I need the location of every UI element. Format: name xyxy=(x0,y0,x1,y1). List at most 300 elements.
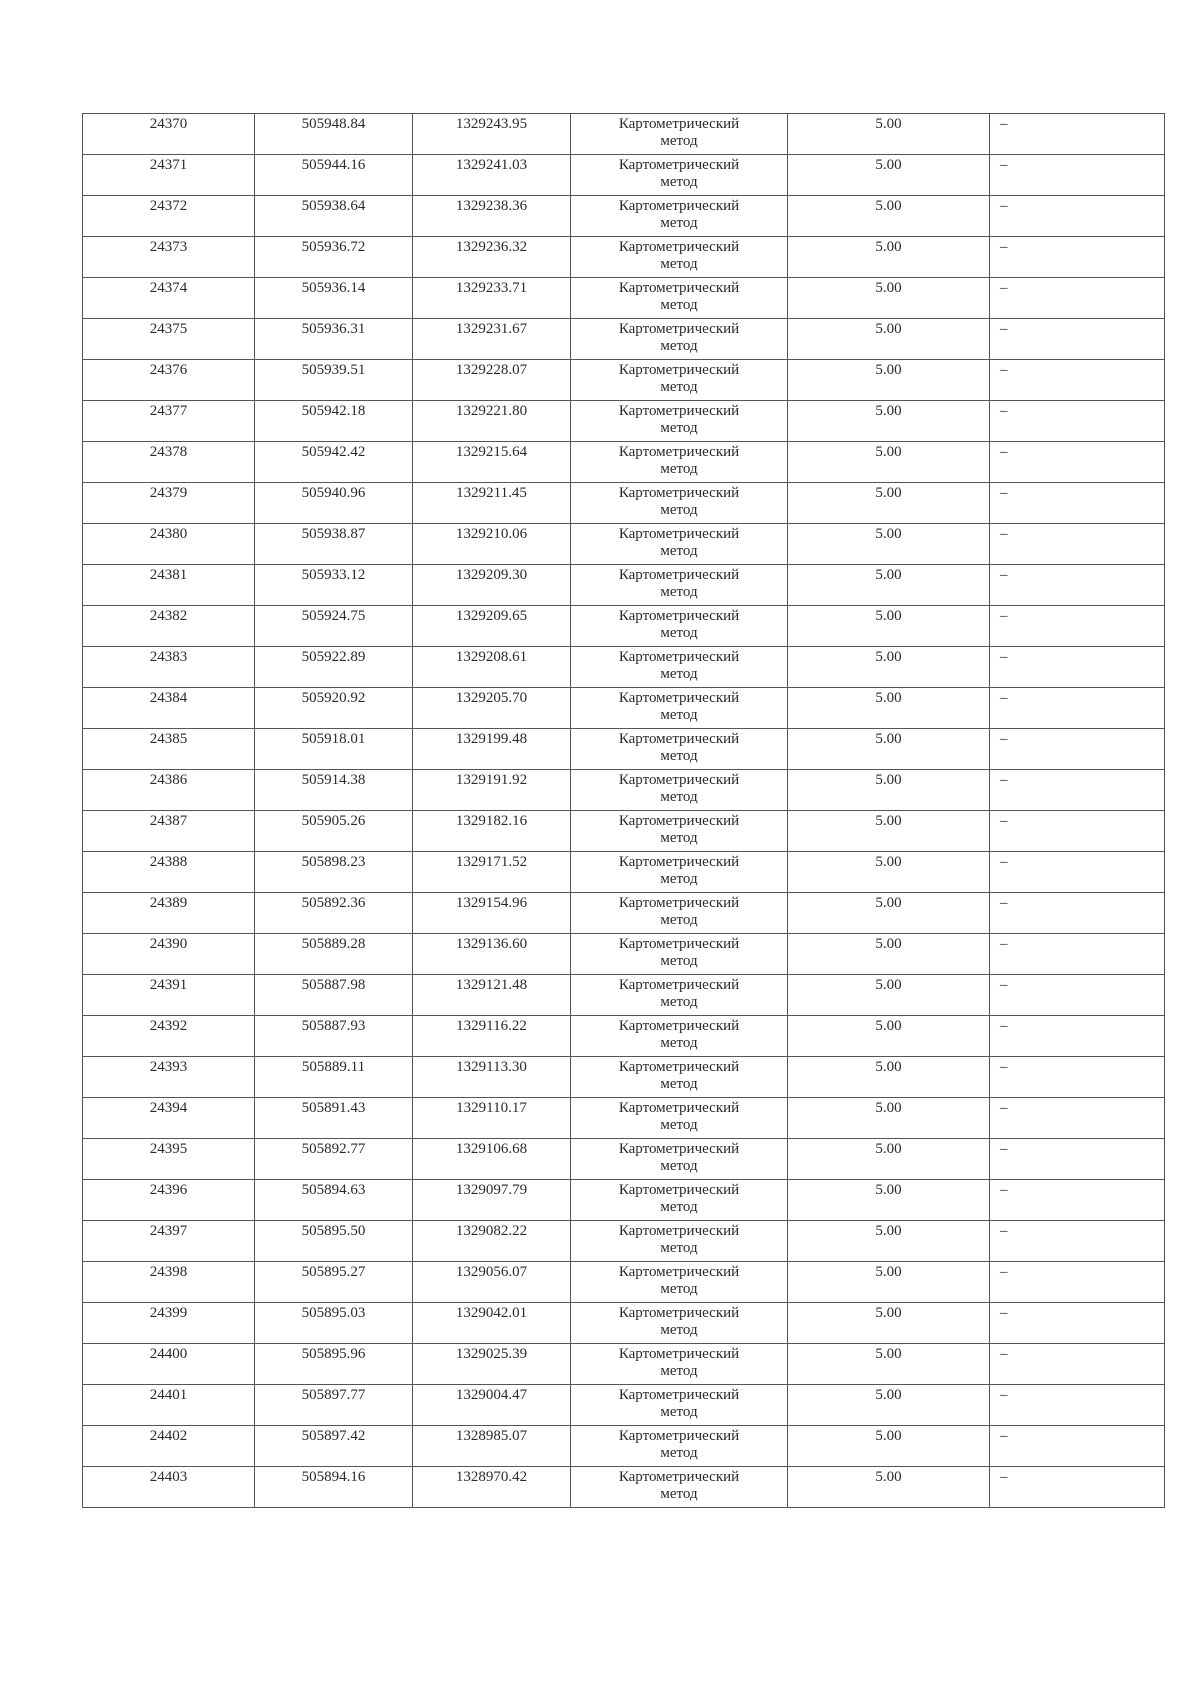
accuracy-cell xyxy=(788,278,990,319)
point-number: 24402 xyxy=(149,1428,188,1444)
method-text-line1: Картометрический xyxy=(618,1469,740,1485)
note-value: – xyxy=(1000,731,1008,747)
point-number: 24389 xyxy=(149,895,188,911)
y-coordinate: 1329243.95 xyxy=(455,116,528,132)
note-cell xyxy=(990,975,1165,1016)
table-row xyxy=(83,319,1165,360)
note-cell xyxy=(990,483,1165,524)
method-cell xyxy=(571,1426,788,1467)
y-coordinate-cell xyxy=(413,1303,571,1344)
note-value: – xyxy=(1000,1346,1008,1362)
accuracy-cell xyxy=(788,852,990,893)
note-value: – xyxy=(1000,1141,1008,1157)
x-coordinate: 505891.43 xyxy=(301,1100,366,1116)
note-cell xyxy=(990,1467,1165,1508)
point-number-cell xyxy=(83,606,255,647)
method-text-line1: Картометрический xyxy=(618,895,740,911)
table-row xyxy=(83,237,1165,278)
note-cell xyxy=(990,524,1165,565)
method-text-line1: Картометрический xyxy=(618,977,740,993)
point-number: 24398 xyxy=(149,1264,188,1280)
method-cell xyxy=(571,1057,788,1098)
method-cell xyxy=(571,483,788,524)
y-coordinate-cell xyxy=(413,1344,571,1385)
x-coordinate: 505905.26 xyxy=(301,813,366,829)
method-text-line2: метод xyxy=(660,1322,698,1338)
y-coordinate: 1329215.64 xyxy=(455,444,528,460)
y-coordinate: 1329106.68 xyxy=(455,1141,528,1157)
accuracy-value: 5.00 xyxy=(875,936,902,952)
point-number-cell xyxy=(83,114,255,155)
y-coordinate-cell xyxy=(413,647,571,688)
point-number: 24400 xyxy=(149,1346,188,1362)
point-number-cell xyxy=(83,1016,255,1057)
accuracy-cell xyxy=(788,647,990,688)
y-coordinate: 1329082.22 xyxy=(455,1223,528,1239)
method-text-line2: метод xyxy=(660,297,698,313)
y-coordinate: 1329205.70 xyxy=(455,690,528,706)
method-text-line2: метод xyxy=(660,625,698,641)
y-coordinate: 1328970.42 xyxy=(455,1469,528,1485)
accuracy-cell xyxy=(788,1262,990,1303)
point-number: 24388 xyxy=(149,854,188,870)
method-text-line1: Картометрический xyxy=(618,526,740,542)
y-coordinate-cell xyxy=(413,1180,571,1221)
method-cell xyxy=(571,319,788,360)
note-cell xyxy=(990,770,1165,811)
y-coordinate-cell xyxy=(413,893,571,934)
accuracy-value: 5.00 xyxy=(875,813,902,829)
accuracy-cell xyxy=(788,1139,990,1180)
method-cell xyxy=(571,1016,788,1057)
point-number-cell xyxy=(83,1057,255,1098)
x-coordinate: 505920.92 xyxy=(301,690,366,706)
accuracy-cell xyxy=(788,319,990,360)
point-number: 24395 xyxy=(149,1141,188,1157)
y-coordinate: 1329238.36 xyxy=(455,198,528,214)
accuracy-value: 5.00 xyxy=(875,157,902,173)
y-coordinate-cell xyxy=(413,1016,571,1057)
accuracy-cell xyxy=(788,483,990,524)
accuracy-value: 5.00 xyxy=(875,854,902,870)
method-text-line2: метод xyxy=(660,1199,698,1215)
point-number: 24371 xyxy=(149,157,188,173)
x-coordinate-cell xyxy=(255,1303,413,1344)
point-number: 24377 xyxy=(149,403,188,419)
accuracy-cell xyxy=(788,524,990,565)
point-number-cell xyxy=(83,1344,255,1385)
x-coordinate-cell xyxy=(255,483,413,524)
accuracy-cell xyxy=(788,237,990,278)
note-cell xyxy=(990,278,1165,319)
x-coordinate: 505938.87 xyxy=(301,526,366,542)
x-coordinate-cell xyxy=(255,606,413,647)
y-coordinate: 1329233.71 xyxy=(455,280,528,296)
y-coordinate: 1329182.16 xyxy=(455,813,528,829)
method-cell xyxy=(571,811,788,852)
point-number: 24392 xyxy=(149,1018,188,1034)
y-coordinate-cell xyxy=(413,401,571,442)
y-coordinate: 1328985.07 xyxy=(455,1428,528,1444)
y-coordinate-cell xyxy=(413,1057,571,1098)
x-coordinate: 505938.64 xyxy=(301,198,366,214)
x-coordinate-cell xyxy=(255,155,413,196)
point-number-cell xyxy=(83,319,255,360)
note-value: – xyxy=(1000,854,1008,870)
accuracy-value: 5.00 xyxy=(875,1182,902,1198)
method-text-line2: метод xyxy=(660,1076,698,1092)
method-text-line1: Картометрический xyxy=(618,731,740,747)
accuracy-value: 5.00 xyxy=(875,1469,902,1485)
point-number: 24372 xyxy=(149,198,188,214)
method-cell xyxy=(571,1221,788,1262)
point-number-cell xyxy=(83,401,255,442)
accuracy-cell xyxy=(788,1016,990,1057)
point-number: 24374 xyxy=(149,280,188,296)
accuracy-value: 5.00 xyxy=(875,977,902,993)
note-value: – xyxy=(1000,198,1008,214)
method-text-line2: метод xyxy=(660,830,698,846)
y-coordinate: 1329191.92 xyxy=(455,772,528,788)
x-coordinate: 505894.63 xyxy=(301,1182,366,1198)
x-coordinate: 505940.96 xyxy=(301,485,366,501)
y-coordinate-cell xyxy=(413,934,571,975)
point-number-cell xyxy=(83,1303,255,1344)
x-coordinate: 505918.01 xyxy=(301,731,366,747)
y-coordinate-cell xyxy=(413,1426,571,1467)
method-text-line2: метод xyxy=(660,666,698,682)
method-cell xyxy=(571,401,788,442)
table-row xyxy=(83,524,1165,565)
accuracy-cell xyxy=(788,114,990,155)
accuracy-value: 5.00 xyxy=(875,772,902,788)
y-coordinate-cell xyxy=(413,975,571,1016)
point-number-cell xyxy=(83,278,255,319)
table-row xyxy=(83,606,1165,647)
x-coordinate: 505924.75 xyxy=(301,608,366,624)
x-coordinate: 505914.38 xyxy=(301,772,366,788)
y-coordinate-cell xyxy=(413,852,571,893)
table-row xyxy=(83,565,1165,606)
accuracy-cell xyxy=(788,811,990,852)
accuracy-value: 5.00 xyxy=(875,895,902,911)
note-cell xyxy=(990,1180,1165,1221)
x-coordinate-cell xyxy=(255,1221,413,1262)
method-text-line1: Картометрический xyxy=(618,772,740,788)
accuracy-value: 5.00 xyxy=(875,1305,902,1321)
accuracy-value: 5.00 xyxy=(875,239,902,255)
x-coordinate: 505887.93 xyxy=(301,1018,366,1034)
y-coordinate: 1329209.30 xyxy=(455,567,528,583)
x-coordinate-cell xyxy=(255,565,413,606)
method-cell xyxy=(571,114,788,155)
y-coordinate-cell xyxy=(413,770,571,811)
note-cell xyxy=(990,196,1165,237)
x-coordinate-cell xyxy=(255,1385,413,1426)
x-coordinate: 505894.16 xyxy=(301,1469,366,1485)
method-text-line2: метод xyxy=(660,1240,698,1256)
note-value: – xyxy=(1000,772,1008,788)
x-coordinate-cell xyxy=(255,360,413,401)
y-coordinate: 1329210.06 xyxy=(455,526,528,542)
method-text-line2: метод xyxy=(660,1117,698,1133)
method-cell xyxy=(571,975,788,1016)
method-cell xyxy=(571,647,788,688)
note-value: – xyxy=(1000,1223,1008,1239)
accuracy-cell xyxy=(788,1180,990,1221)
point-number-cell xyxy=(83,155,255,196)
accuracy-value: 5.00 xyxy=(875,1223,902,1239)
accuracy-cell xyxy=(788,442,990,483)
note-cell xyxy=(990,442,1165,483)
point-number: 24397 xyxy=(149,1223,188,1239)
table-row xyxy=(83,401,1165,442)
table-row xyxy=(83,893,1165,934)
point-number-cell xyxy=(83,934,255,975)
table-row xyxy=(83,483,1165,524)
accuracy-value: 5.00 xyxy=(875,1100,902,1116)
accuracy-value: 5.00 xyxy=(875,1141,902,1157)
x-coordinate: 505939.51 xyxy=(301,362,366,378)
point-number: 24386 xyxy=(149,772,188,788)
method-cell xyxy=(571,770,788,811)
method-cell xyxy=(571,565,788,606)
method-text-line2: метод xyxy=(660,174,698,190)
table-row xyxy=(83,934,1165,975)
point-number: 24384 xyxy=(149,690,188,706)
note-cell xyxy=(990,155,1165,196)
y-coordinate: 1329056.07 xyxy=(455,1264,528,1280)
x-coordinate-cell xyxy=(255,1344,413,1385)
method-cell xyxy=(571,1180,788,1221)
method-text-line1: Картометрический xyxy=(618,649,740,665)
x-coordinate: 505895.50 xyxy=(301,1223,366,1239)
accuracy-cell xyxy=(788,155,990,196)
method-text-line1: Картометрический xyxy=(618,403,740,419)
method-text-line2: метод xyxy=(660,912,698,928)
accuracy-value: 5.00 xyxy=(875,403,902,419)
x-coordinate: 505942.42 xyxy=(301,444,366,460)
method-text-line2: метод xyxy=(660,1281,698,1297)
table-row xyxy=(83,975,1165,1016)
table-row xyxy=(83,647,1165,688)
accuracy-cell xyxy=(788,1221,990,1262)
point-number: 24370 xyxy=(149,116,188,132)
method-cell xyxy=(571,524,788,565)
y-coordinate: 1329121.48 xyxy=(455,977,528,993)
accuracy-value: 5.00 xyxy=(875,444,902,460)
accuracy-cell xyxy=(788,401,990,442)
point-number: 24383 xyxy=(149,649,188,665)
point-number-cell xyxy=(83,975,255,1016)
method-cell xyxy=(571,852,788,893)
x-coordinate: 505922.89 xyxy=(301,649,366,665)
y-coordinate: 1329097.79 xyxy=(455,1182,528,1198)
x-coordinate-cell xyxy=(255,442,413,483)
table-row xyxy=(83,811,1165,852)
method-text-line1: Картометрический xyxy=(618,1387,740,1403)
method-text-line2: метод xyxy=(660,1158,698,1174)
method-text-line2: метод xyxy=(660,748,698,764)
table-row xyxy=(83,1344,1165,1385)
method-text-line1: Картометрический xyxy=(618,1223,740,1239)
x-coordinate-cell xyxy=(255,1057,413,1098)
method-cell xyxy=(571,1303,788,1344)
y-coordinate-cell xyxy=(413,811,571,852)
x-coordinate-cell xyxy=(255,196,413,237)
note-value: – xyxy=(1000,1100,1008,1116)
point-number-cell xyxy=(83,360,255,401)
accuracy-value: 5.00 xyxy=(875,731,902,747)
method-text-line1: Картометрический xyxy=(618,608,740,624)
y-coordinate-cell xyxy=(413,729,571,770)
x-coordinate: 505895.03 xyxy=(301,1305,366,1321)
accuracy-value: 5.00 xyxy=(875,280,902,296)
note-value: – xyxy=(1000,362,1008,378)
accuracy-value: 5.00 xyxy=(875,1428,902,1444)
accuracy-cell xyxy=(788,975,990,1016)
note-cell xyxy=(990,1098,1165,1139)
method-text-line1: Картометрический xyxy=(618,1428,740,1444)
note-cell xyxy=(990,647,1165,688)
note-value: – xyxy=(1000,1264,1008,1280)
point-number: 24387 xyxy=(149,813,188,829)
note-cell xyxy=(990,319,1165,360)
point-number-cell xyxy=(83,1385,255,1426)
accuracy-value: 5.00 xyxy=(875,690,902,706)
x-coordinate: 505895.96 xyxy=(301,1346,366,1362)
note-cell xyxy=(990,565,1165,606)
note-value: – xyxy=(1000,1182,1008,1198)
method-text-line2: метод xyxy=(660,1445,698,1461)
note-cell xyxy=(990,852,1165,893)
x-coordinate: 505936.72 xyxy=(301,239,366,255)
table-row xyxy=(83,852,1165,893)
point-number-cell xyxy=(83,1467,255,1508)
note-value: – xyxy=(1000,895,1008,911)
point-number-cell xyxy=(83,1262,255,1303)
y-coordinate: 1329136.60 xyxy=(455,936,528,952)
method-text-line1: Картометрический xyxy=(618,1018,740,1034)
x-coordinate-cell xyxy=(255,688,413,729)
method-text-line2: метод xyxy=(660,543,698,559)
table-row xyxy=(83,1098,1165,1139)
point-number-cell xyxy=(83,852,255,893)
point-number-cell xyxy=(83,442,255,483)
y-coordinate-cell xyxy=(413,524,571,565)
method-text-line2: метод xyxy=(660,502,698,518)
method-text-line1: Картометрический xyxy=(618,1141,740,1157)
point-number: 24401 xyxy=(149,1387,188,1403)
y-coordinate: 1329171.52 xyxy=(455,854,528,870)
y-coordinate-cell xyxy=(413,360,571,401)
accuracy-cell xyxy=(788,1344,990,1385)
method-text-line1: Картометрический xyxy=(618,116,740,132)
accuracy-cell xyxy=(788,688,990,729)
note-value: – xyxy=(1000,403,1008,419)
y-coordinate-cell xyxy=(413,688,571,729)
x-coordinate: 505948.84 xyxy=(301,116,366,132)
method-text-line2: метод xyxy=(660,379,698,395)
accuracy-value: 5.00 xyxy=(875,1387,902,1403)
method-text-line2: метод xyxy=(660,994,698,1010)
method-text-line1: Картометрический xyxy=(618,813,740,829)
method-text-line2: метод xyxy=(660,953,698,969)
table-row xyxy=(83,155,1165,196)
y-coordinate-cell xyxy=(413,1467,571,1508)
accuracy-value: 5.00 xyxy=(875,485,902,501)
table-row xyxy=(83,114,1165,155)
accuracy-cell xyxy=(788,606,990,647)
table-row xyxy=(83,688,1165,729)
note-cell xyxy=(990,1426,1165,1467)
method-cell xyxy=(571,606,788,647)
y-coordinate: 1329228.07 xyxy=(455,362,528,378)
point-number: 24390 xyxy=(149,936,188,952)
x-coordinate-cell xyxy=(255,524,413,565)
y-coordinate: 1329110.17 xyxy=(456,1100,527,1116)
table-row xyxy=(83,1426,1165,1467)
method-text-line1: Картометрический xyxy=(618,1305,740,1321)
x-coordinate: 505889.11 xyxy=(301,1059,366,1075)
y-coordinate: 1329231.67 xyxy=(455,321,528,337)
table-row xyxy=(83,360,1165,401)
point-number: 24382 xyxy=(149,608,188,624)
note-value: – xyxy=(1000,690,1008,706)
y-coordinate-cell xyxy=(413,565,571,606)
y-coordinate: 1329209.65 xyxy=(455,608,528,624)
table-row xyxy=(83,1221,1165,1262)
method-cell xyxy=(571,1344,788,1385)
note-cell xyxy=(990,401,1165,442)
point-number: 24393 xyxy=(149,1059,188,1075)
y-coordinate-cell xyxy=(413,1139,571,1180)
x-coordinate-cell xyxy=(255,729,413,770)
point-number-cell xyxy=(83,729,255,770)
accuracy-value: 5.00 xyxy=(875,567,902,583)
point-number-cell xyxy=(83,811,255,852)
x-coordinate: 505944.16 xyxy=(301,157,366,173)
point-number: 24399 xyxy=(149,1305,188,1321)
y-coordinate-cell xyxy=(413,196,571,237)
method-text-line1: Картометрический xyxy=(618,239,740,255)
x-coordinate: 505892.77 xyxy=(301,1141,366,1157)
x-coordinate: 505933.12 xyxy=(301,567,366,583)
method-cell xyxy=(571,1139,788,1180)
y-coordinate: 1329236.32 xyxy=(455,239,528,255)
accuracy-cell xyxy=(788,729,990,770)
method-text-line2: метод xyxy=(660,1404,698,1420)
point-number: 24373 xyxy=(149,239,188,255)
accuracy-cell xyxy=(788,565,990,606)
method-cell xyxy=(571,1467,788,1508)
method-text-line1: Картометрический xyxy=(618,1346,740,1362)
y-coordinate: 1329113.30 xyxy=(456,1059,527,1075)
y-coordinate: 1329154.96 xyxy=(455,895,528,911)
table-row xyxy=(83,1016,1165,1057)
method-text-line1: Картометрический xyxy=(618,321,740,337)
x-coordinate-cell xyxy=(255,893,413,934)
x-coordinate-cell xyxy=(255,852,413,893)
note-value: – xyxy=(1000,1469,1008,1485)
y-coordinate-cell xyxy=(413,442,571,483)
accuracy-value: 5.00 xyxy=(875,1059,902,1075)
method-cell xyxy=(571,893,788,934)
note-cell xyxy=(990,1262,1165,1303)
note-value: – xyxy=(1000,1428,1008,1444)
point-number-cell xyxy=(83,893,255,934)
method-text-line1: Картометрический xyxy=(618,1059,740,1075)
